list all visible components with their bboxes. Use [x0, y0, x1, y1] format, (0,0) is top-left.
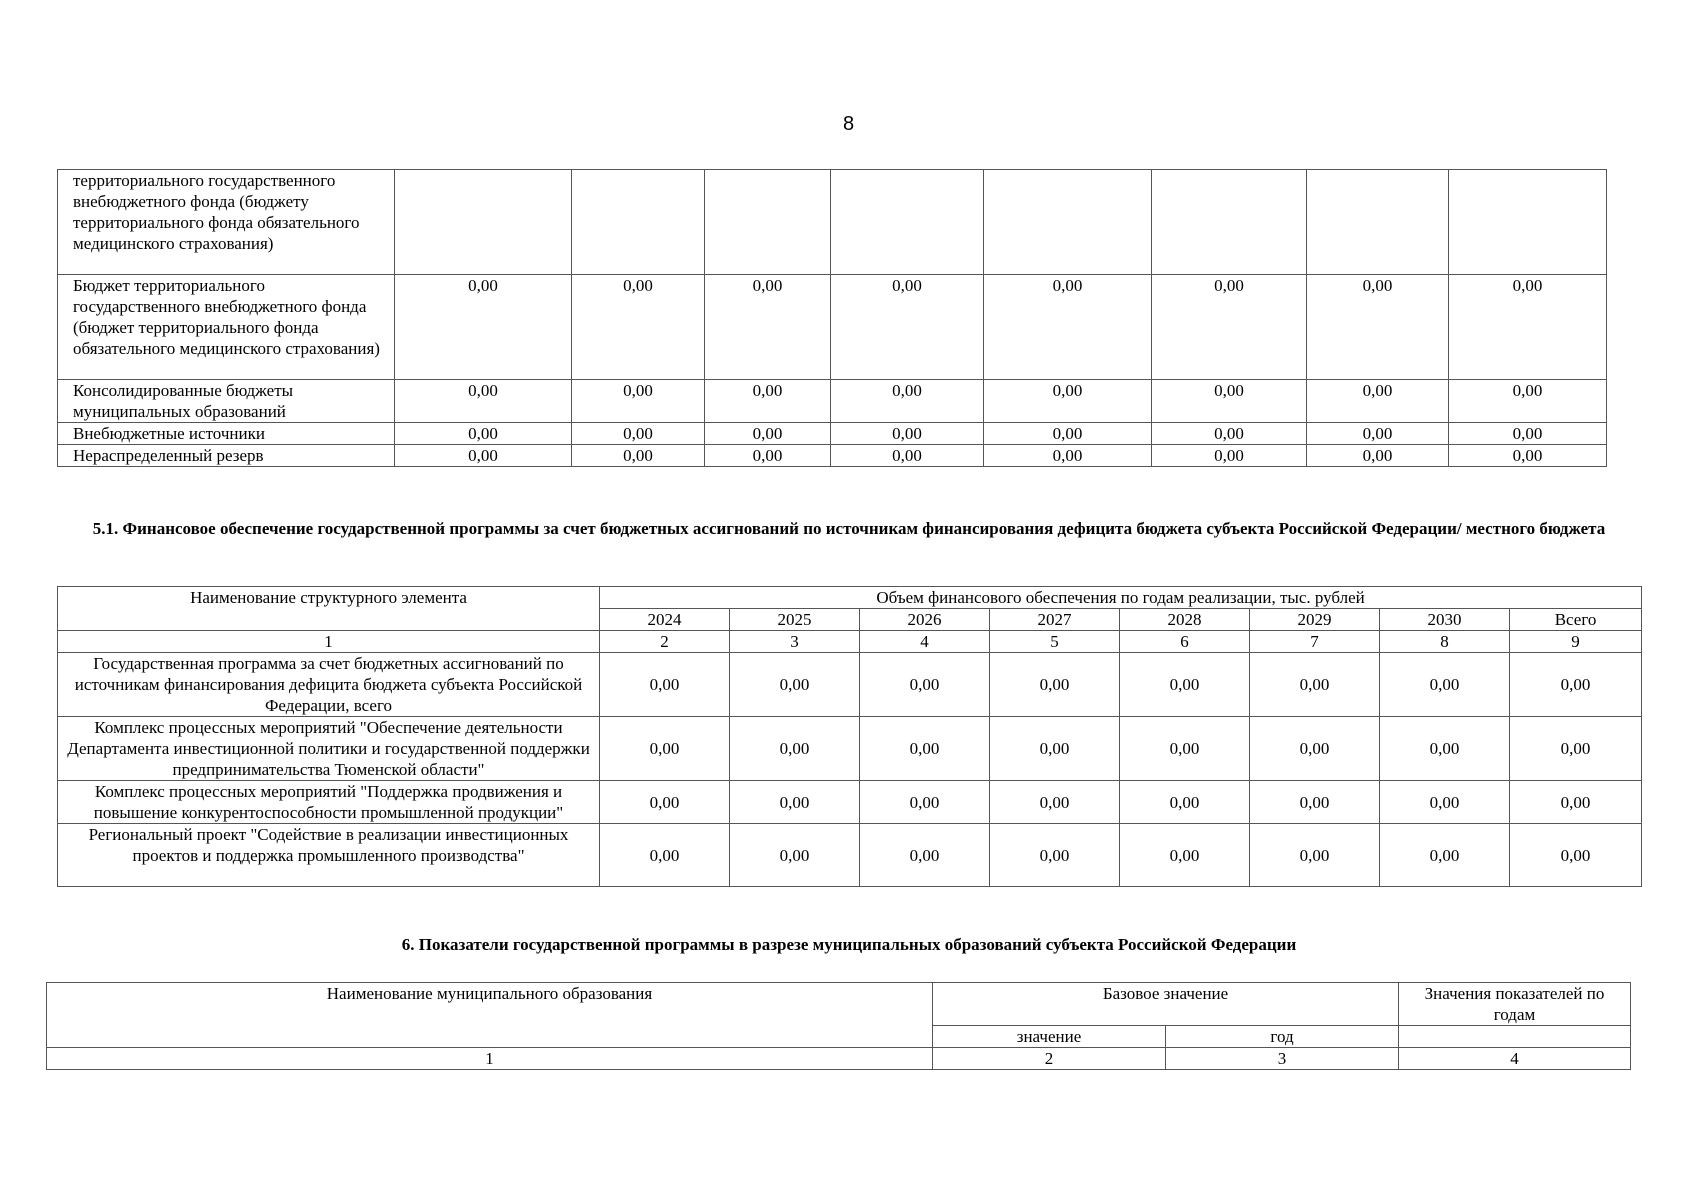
col-number: 9: [1510, 631, 1642, 653]
value-cell: 0,00: [705, 445, 831, 467]
value-cell: 0,00: [730, 653, 860, 717]
value-cell: 0,00: [1250, 717, 1380, 781]
value-cell: 0,00: [831, 423, 984, 445]
value-cell: 0,00: [990, 781, 1120, 824]
value-cell: 0,00: [1152, 275, 1307, 380]
table-row: [58, 380, 1607, 423]
value-cell: 0,00: [860, 653, 990, 717]
year-header: 2030: [1380, 609, 1510, 631]
header-structural-element: Наименование структурного элемента: [58, 587, 600, 631]
value-cell: 0,00: [1449, 445, 1607, 467]
col-number: 3: [1166, 1048, 1399, 1070]
value-cell: 0,00: [1250, 824, 1380, 887]
funding-table-continued: [57, 169, 1607, 467]
row-name: Внебюджетные источники: [58, 423, 395, 445]
col-number: 1: [47, 1048, 933, 1070]
value-cell: 0,00: [1380, 781, 1510, 824]
table-row: [58, 781, 1642, 824]
value-cell: 0,00: [984, 445, 1152, 467]
value-cell: 0,00: [984, 275, 1152, 380]
value-cell: 0,00: [990, 717, 1120, 781]
year-header: 2025: [730, 609, 860, 631]
table-header-row: [58, 587, 1642, 609]
row-name: Комплекс процессных мероприятий "Поддержка продвижения и повышение конкурентоспособности промышленной продукции": [58, 781, 600, 824]
year-header: 2027: [990, 609, 1120, 631]
value-cell: 0,00: [572, 445, 705, 467]
value-cell: 0,00: [984, 423, 1152, 445]
col-number: 5: [990, 631, 1120, 653]
subheader-empty: [1399, 1026, 1631, 1048]
value-cell: 0,00: [1250, 781, 1380, 824]
value-cell: 0,00: [1380, 824, 1510, 887]
municipal-indicators-table: [46, 982, 1631, 1070]
header-municipality-name: Наименование муниципального образования: [47, 983, 933, 1048]
value-cell: 0,00: [1307, 423, 1449, 445]
value-cell: [395, 170, 572, 275]
value-cell: 0,00: [600, 653, 730, 717]
table-row: [58, 653, 1642, 717]
value-cell: 0,00: [1510, 653, 1642, 717]
table-row: [58, 824, 1642, 887]
value-cell: 0,00: [395, 423, 572, 445]
value-cell: 0,00: [1307, 445, 1449, 467]
deficit-financing-table: [57, 586, 1642, 887]
page-number: 8: [842, 113, 855, 135]
col-number: 4: [860, 631, 990, 653]
row-name: Консолидированные бюджеты муниципальных образований: [58, 380, 395, 423]
value-cell: 0,00: [1152, 380, 1307, 423]
value-cell: 0,00: [831, 445, 984, 467]
value-cell: 0,00: [730, 781, 860, 824]
section-6-title: 6. Показатели государственной программы в разрезе муниципальных образований субъекта Российской Федерации: [401, 935, 1297, 954]
row-name: Региональный проект "Содействие в реализации инвестиционных проектов и поддержка промышленного производства": [58, 824, 600, 887]
value-cell: 0,00: [1449, 423, 1607, 445]
col-number: 2: [600, 631, 730, 653]
value-cell: 0,00: [1510, 824, 1642, 887]
value-cell: 0,00: [1120, 653, 1250, 717]
table-row: [58, 423, 1607, 445]
value-cell: 0,00: [984, 380, 1152, 423]
col-number: 1: [58, 631, 600, 653]
table-header-row: [47, 983, 1631, 1026]
header-base-value: Базовое значение: [933, 983, 1399, 1026]
value-cell: [705, 170, 831, 275]
table-row: [58, 445, 1607, 467]
section-5-1-title: 5.1. Финансовое обеспечение государственной программы за счет бюджетных ассигнований по источникам финансирования дефицита бюджета субъекта Российской Федерации/ местного бюджета: [92, 519, 1606, 538]
value-cell: 0,00: [600, 781, 730, 824]
row-name: Комплекс процессных мероприятий "Обеспечение деятельности Департамента инвестиционной политики и государственной поддержки предпринимательства Тюменской области": [58, 717, 600, 781]
value-cell: 0,00: [572, 275, 705, 380]
value-cell: 0,00: [572, 423, 705, 445]
column-numbers-row: [58, 631, 1642, 653]
subheader-value: значение: [933, 1026, 1166, 1048]
year-header: 2026: [860, 609, 990, 631]
value-cell: [572, 170, 705, 275]
value-cell: [831, 170, 984, 275]
value-cell: 0,00: [1510, 717, 1642, 781]
value-cell: 0,00: [1307, 380, 1449, 423]
row-name: территориального государственного внебюджетного фонда (бюджету территориального фонда обязательного медицинского страхования): [58, 170, 395, 275]
value-cell: 0,00: [730, 824, 860, 887]
value-cell: 0,00: [395, 275, 572, 380]
value-cell: 0,00: [990, 824, 1120, 887]
value-cell: [984, 170, 1152, 275]
value-cell: 0,00: [860, 781, 990, 824]
col-number: 2: [933, 1048, 1166, 1070]
value-cell: 0,00: [1120, 824, 1250, 887]
column-numbers-row: [47, 1048, 1631, 1070]
value-cell: 0,00: [860, 824, 990, 887]
table-row: [58, 717, 1642, 781]
value-cell: 0,00: [1449, 380, 1607, 423]
value-cell: 0,00: [1120, 781, 1250, 824]
subheader-year: год: [1166, 1026, 1399, 1048]
year-header: 2029: [1250, 609, 1380, 631]
table-row: [58, 275, 1607, 380]
value-cell: 0,00: [730, 717, 860, 781]
value-cell: 0,00: [831, 380, 984, 423]
year-header: 2024: [600, 609, 730, 631]
value-cell: 0,00: [1380, 717, 1510, 781]
row-name: Государственная программа за счет бюджетных ассигнований по источникам финансирования дефицита бюджета субъекта Российской Федерации, всего: [58, 653, 600, 717]
value-cell: 0,00: [395, 380, 572, 423]
value-cell: 0,00: [1120, 717, 1250, 781]
value-cell: 0,00: [1449, 275, 1607, 380]
col-number: 4: [1399, 1048, 1631, 1070]
value-cell: 0,00: [1152, 445, 1307, 467]
value-cell: 0,00: [705, 423, 831, 445]
col-number: 3: [730, 631, 860, 653]
value-cell: 0,00: [1510, 781, 1642, 824]
value-cell: 0,00: [1250, 653, 1380, 717]
value-cell: 0,00: [1307, 275, 1449, 380]
value-cell: [1152, 170, 1307, 275]
value-cell: 0,00: [395, 445, 572, 467]
row-name: Нераспределенный резерв: [58, 445, 395, 467]
value-cell: [1307, 170, 1449, 275]
col-number: 6: [1120, 631, 1250, 653]
value-cell: [1449, 170, 1607, 275]
value-cell: 0,00: [860, 717, 990, 781]
value-cell: 0,00: [572, 380, 705, 423]
year-header: Всего: [1510, 609, 1642, 631]
value-cell: 0,00: [600, 824, 730, 887]
value-cell: 0,00: [705, 380, 831, 423]
value-cell: 0,00: [1152, 423, 1307, 445]
value-cell: 0,00: [600, 717, 730, 781]
row-name: Бюджет территориального государственного внебюджетного фонда (бюджет территориального фонда обязательного медицинского страхования): [58, 275, 395, 380]
table-row: [58, 170, 1607, 275]
value-cell: 0,00: [705, 275, 831, 380]
value-cell: 0,00: [1380, 653, 1510, 717]
value-cell: 0,00: [831, 275, 984, 380]
header-values-by-year: Значения показателей по годам: [1399, 983, 1631, 1026]
year-header: 2028: [1120, 609, 1250, 631]
col-number: 7: [1250, 631, 1380, 653]
header-funding-volume: Объем финансового обеспечения по годам реализации, тыс. рублей: [600, 587, 1642, 609]
col-number: 8: [1380, 631, 1510, 653]
value-cell: 0,00: [990, 653, 1120, 717]
